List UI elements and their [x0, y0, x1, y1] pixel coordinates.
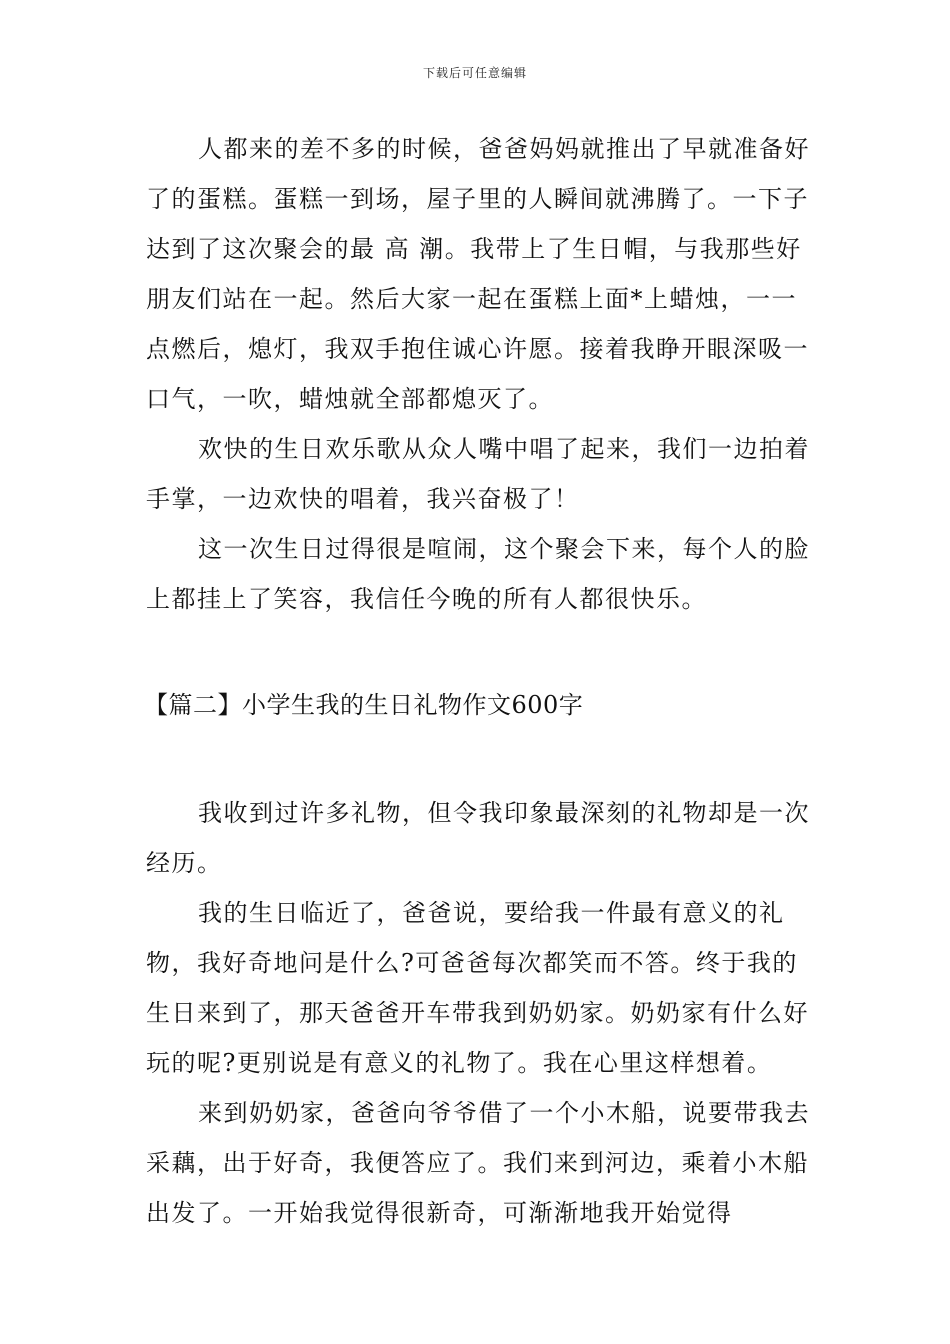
document-body [146, 124, 816, 1238]
page-header-note: 下载后可任意编辑 [422, 66, 527, 80]
section-title: 【篇二】小学生我的生日礼物作文600字 [144, 691, 584, 719]
paragraph: 欢快的生日欢乐歌从众人嘴中唱了起来，我们一边拍着手掌，一边欢快的唱着，我兴奋极了！ [146, 435, 810, 513]
paragraph: 这一次生日过得很是喧闹，这个聚会下来，每个人的脸上都挂上了笑容，我信任今晚的所有人都很快乐。 [146, 535, 810, 613]
paragraph: 我的生日临近了，爸爸说，要给我一件最有意义的礼物，我好奇地问是什么?可爸爸每次都笑而不答。终于我的生日来到了，那天爸爸开车带我到奶奶家。奶奶家有什么好玩的呢?更别说是有意义的礼物了。我在心里这样想着。 [146, 899, 809, 1077]
paragraph: 来到奶奶家，爸爸向爷爷借了一个小木船，说要带我去采藕，出于好奇，我便答应了。我们来到河边，乘着小木船出发了。一开始我觉得很新奇，可渐渐地我开始觉得 [146, 1099, 810, 1227]
paragraph: 我收到过许多礼物，但令我印象最深刻的礼物却是一次经历。 [146, 799, 810, 877]
paragraph: 人都来的差不多的时候，爸爸妈妈就推出了早就准备好了的蛋糕。蛋糕一到场，屋子里的人瞬间就沸腾了。一下子达到了这次聚会的最 高 潮。我带上了生日帽，与我那些好朋友们站在一起。然后大家一起在蛋糕上面*上蜡烛，一一点燃后，熄灯，我双手抱住诚心许愿。接着我睁开眼深吸一口气，一吹，蜡烛就全部都熄灭了。 [146, 135, 810, 413]
